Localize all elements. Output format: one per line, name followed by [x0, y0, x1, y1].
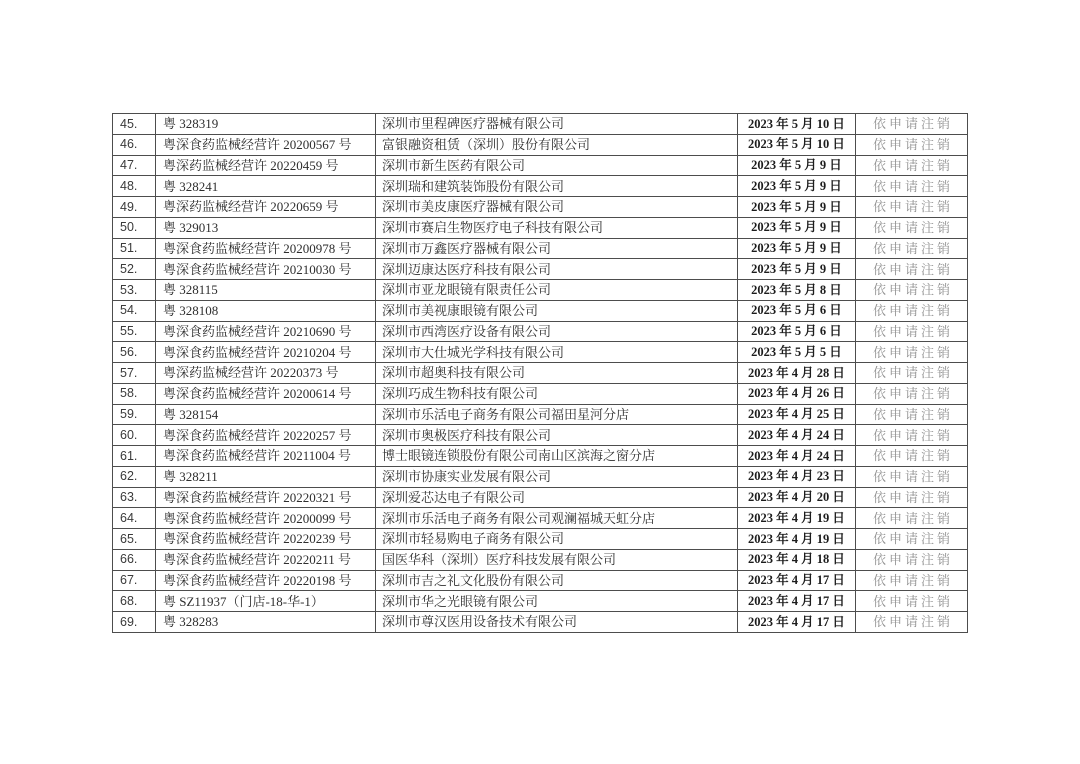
row-number-cell: 64.: [113, 508, 156, 529]
license-number-cell: 粤深食药监械经营许 20210690 号: [156, 321, 376, 342]
license-cancellation-table: [112, 113, 968, 633]
cancellation-reason-cell: 依申请注销: [856, 342, 968, 363]
company-name-cell: 深圳巧成生物科技有限公司: [376, 383, 738, 404]
cancellation-reason-cell: 依申请注销: [856, 549, 968, 570]
cancellation-reason-cell: 依申请注销: [856, 446, 968, 467]
company-name-cell: 深圳市万鑫医疗器械有限公司: [376, 238, 738, 259]
cancellation-reason-cell: 依申请注销: [856, 259, 968, 280]
row-number-cell: 45.: [113, 114, 156, 135]
license-number-cell: 粤深食药监械经营许 20220321 号: [156, 487, 376, 508]
company-name-cell: 深圳市亚龙眼镜有限责任公司: [376, 280, 738, 301]
table-row: [113, 342, 968, 363]
table-row: [113, 238, 968, 259]
cancellation-date-cell: 2023 年 4 月 23 日: [738, 466, 856, 487]
cancellation-reason-cell: 依申请注销: [856, 217, 968, 238]
company-name-cell: 深圳市西湾医疗设备有限公司: [376, 321, 738, 342]
table-row: [113, 300, 968, 321]
cancellation-reason-cell: 依申请注销: [856, 155, 968, 176]
table-row: [113, 134, 968, 155]
cancellation-reason-cell: 依申请注销: [856, 612, 968, 633]
table-row: [113, 446, 968, 467]
cancellation-date-cell: 2023 年 5 月 8 日: [738, 280, 856, 301]
cancellation-date-cell: 2023 年 4 月 17 日: [738, 612, 856, 633]
row-number-cell: 58.: [113, 383, 156, 404]
license-number-cell: 粤深食药监械经营许 20220257 号: [156, 425, 376, 446]
table-row: [113, 176, 968, 197]
license-number-cell: 粤深食药监械经营许 20220198 号: [156, 570, 376, 591]
row-number-cell: 55.: [113, 321, 156, 342]
row-number-cell: 66.: [113, 549, 156, 570]
cancellation-date-cell: 2023 年 5 月 9 日: [738, 155, 856, 176]
cancellation-date-cell: 2023 年 5 月 9 日: [738, 217, 856, 238]
license-number-cell: 粤 328154: [156, 404, 376, 425]
row-number-cell: 69.: [113, 612, 156, 633]
cancellation-date-cell: 2023 年 5 月 5 日: [738, 342, 856, 363]
company-name-cell: 富银融资租赁（深圳）股份有限公司: [376, 134, 738, 155]
row-number-cell: 62.: [113, 466, 156, 487]
license-number-cell: 粤 328319: [156, 114, 376, 135]
cancellation-reason-cell: 依申请注销: [856, 508, 968, 529]
company-name-cell: 深圳市乐活电子商务有限公司福田星河分店: [376, 404, 738, 425]
cancellation-reason-cell: 依申请注销: [856, 280, 968, 301]
table-row: [113, 363, 968, 384]
cancellation-reason-cell: 依申请注销: [856, 134, 968, 155]
license-number-cell: 粤深药监械经营许 20220659 号: [156, 197, 376, 218]
cancellation-date-cell: 2023 年 5 月 9 日: [738, 197, 856, 218]
table-row: [113, 404, 968, 425]
cancellation-date-cell: 2023 年 4 月 24 日: [738, 425, 856, 446]
company-name-cell: 深圳市美视康眼镜有限公司: [376, 300, 738, 321]
cancellation-reason-cell: 依申请注销: [856, 238, 968, 259]
cancellation-reason-cell: 依申请注销: [856, 321, 968, 342]
license-number-cell: 粤 328241: [156, 176, 376, 197]
cancellation-reason-cell: 依申请注销: [856, 383, 968, 404]
row-number-cell: 49.: [113, 197, 156, 218]
table-row: [113, 259, 968, 280]
company-name-cell: 深圳市吉之礼文化股份有限公司: [376, 570, 738, 591]
table-row: [113, 155, 968, 176]
cancellation-reason-cell: 依申请注销: [856, 300, 968, 321]
table-row: [113, 529, 968, 550]
company-name-cell: 深圳市美皮康医疗器械有限公司: [376, 197, 738, 218]
cancellation-date-cell: 2023 年 5 月 10 日: [738, 114, 856, 135]
license-number-cell: 粤 SZ11937（门店-18-华-1）: [156, 591, 376, 612]
table-row: [113, 321, 968, 342]
cancellation-reason-cell: 依申请注销: [856, 176, 968, 197]
row-number-cell: 48.: [113, 176, 156, 197]
cancellation-reason-cell: 依申请注销: [856, 404, 968, 425]
company-name-cell: 深圳迈康达医疗科技有限公司: [376, 259, 738, 280]
company-name-cell: 深圳瑞和建筑装饰股份有限公司: [376, 176, 738, 197]
cancellation-reason-cell: 依申请注销: [856, 114, 968, 135]
cancellation-date-cell: 2023 年 4 月 25 日: [738, 404, 856, 425]
cancellation-reason-cell: 依申请注销: [856, 425, 968, 446]
license-number-cell: 粤深食药监械经营许 20211004 号: [156, 446, 376, 467]
row-number-cell: 46.: [113, 134, 156, 155]
cancellation-date-cell: 2023 年 5 月 6 日: [738, 321, 856, 342]
cancellation-date-cell: 2023 年 4 月 24 日: [738, 446, 856, 467]
company-name-cell: 博士眼镜连锁股份有限公司南山区滨海之窗分店: [376, 446, 738, 467]
table-row: [113, 612, 968, 633]
table-row: [113, 591, 968, 612]
company-name-cell: 深圳市新生医药有限公司: [376, 155, 738, 176]
table-row: [113, 508, 968, 529]
row-number-cell: 61.: [113, 446, 156, 467]
table-row: [113, 549, 968, 570]
license-number-cell: 粤 328283: [156, 612, 376, 633]
table-body: [113, 114, 968, 633]
license-number-cell: 粤 328211: [156, 466, 376, 487]
cancellation-date-cell: 2023 年 4 月 19 日: [738, 529, 856, 550]
license-number-cell: 粤深食药监械经营许 20210204 号: [156, 342, 376, 363]
cancellation-reason-cell: 依申请注销: [856, 570, 968, 591]
company-name-cell: 深圳市奥极医疗科技有限公司: [376, 425, 738, 446]
company-name-cell: 深圳市协康实业发展有限公司: [376, 466, 738, 487]
row-number-cell: 65.: [113, 529, 156, 550]
cancellation-date-cell: 2023 年 4 月 17 日: [738, 591, 856, 612]
cancellation-reason-cell: 依申请注销: [856, 487, 968, 508]
cancellation-date-cell: 2023 年 4 月 28 日: [738, 363, 856, 384]
cancellation-reason-cell: 依申请注销: [856, 591, 968, 612]
cancellation-date-cell: 2023 年 4 月 20 日: [738, 487, 856, 508]
cancellation-date-cell: 2023 年 5 月 9 日: [738, 238, 856, 259]
row-number-cell: 53.: [113, 280, 156, 301]
table-row: [113, 197, 968, 218]
cancellation-date-cell: 2023 年 5 月 9 日: [738, 176, 856, 197]
company-name-cell: 深圳市华之光眼镜有限公司: [376, 591, 738, 612]
cancellation-date-cell: 2023 年 4 月 18 日: [738, 549, 856, 570]
license-number-cell: 粤深食药监械经营许 20200567 号: [156, 134, 376, 155]
row-number-cell: 56.: [113, 342, 156, 363]
row-number-cell: 50.: [113, 217, 156, 238]
company-name-cell: 深圳市超奥科技有限公司: [376, 363, 738, 384]
row-number-cell: 67.: [113, 570, 156, 591]
row-number-cell: 63.: [113, 487, 156, 508]
license-number-cell: 粤 328115: [156, 280, 376, 301]
license-number-cell: 粤 329013: [156, 217, 376, 238]
row-number-cell: 68.: [113, 591, 156, 612]
license-number-cell: 粤深药监械经营许 20220373 号: [156, 363, 376, 384]
table-row: [113, 383, 968, 404]
row-number-cell: 57.: [113, 363, 156, 384]
license-number-cell: 粤深食药监械经营许 20200614 号: [156, 383, 376, 404]
company-name-cell: 深圳市轻易购电子商务有限公司: [376, 529, 738, 550]
row-number-cell: 60.: [113, 425, 156, 446]
license-number-cell: 粤深食药监械经营许 20200978 号: [156, 238, 376, 259]
company-name-cell: 国医华科（深圳）医疗科技发展有限公司: [376, 549, 738, 570]
license-number-cell: 粤深食药监械经营许 20200099 号: [156, 508, 376, 529]
cancellation-reason-cell: 依申请注销: [856, 363, 968, 384]
cancellation-date-cell: 2023 年 4 月 26 日: [738, 383, 856, 404]
company-name-cell: 深圳爱芯达电子有限公司: [376, 487, 738, 508]
cancellation-date-cell: 2023 年 5 月 10 日: [738, 134, 856, 155]
cancellation-reason-cell: 依申请注销: [856, 197, 968, 218]
table-row: [113, 487, 968, 508]
license-number-cell: 粤深食药监械经营许 20220211 号: [156, 549, 376, 570]
row-number-cell: 47.: [113, 155, 156, 176]
table-row: [113, 280, 968, 301]
cancellation-reason-cell: 依申请注销: [856, 466, 968, 487]
cancellation-date-cell: 2023 年 4 月 19 日: [738, 508, 856, 529]
table-row: [113, 570, 968, 591]
license-number-cell: 粤 328108: [156, 300, 376, 321]
row-number-cell: 59.: [113, 404, 156, 425]
company-name-cell: 深圳市里程碑医疗器械有限公司: [376, 114, 738, 135]
license-number-cell: 粤深药监械经营许 20220459 号: [156, 155, 376, 176]
row-number-cell: 51.: [113, 238, 156, 259]
cancellation-date-cell: 2023 年 5 月 9 日: [738, 259, 856, 280]
company-name-cell: 深圳市乐活电子商务有限公司观澜福城天虹分店: [376, 508, 738, 529]
cancellation-reason-cell: 依申请注销: [856, 529, 968, 550]
cancellation-date-cell: 2023 年 4 月 17 日: [738, 570, 856, 591]
company-name-cell: 深圳市尊汉医用设备技术有限公司: [376, 612, 738, 633]
license-number-cell: 粤深食药监械经营许 20210030 号: [156, 259, 376, 280]
license-number-cell: 粤深食药监械经营许 20220239 号: [156, 529, 376, 550]
row-number-cell: 54.: [113, 300, 156, 321]
row-number-cell: 52.: [113, 259, 156, 280]
table-row: [113, 114, 968, 135]
table-row: [113, 217, 968, 238]
cancellation-date-cell: 2023 年 5 月 6 日: [738, 300, 856, 321]
company-name-cell: 深圳市赛启生物医疗电子科技有限公司: [376, 217, 738, 238]
company-name-cell: 深圳市大仕城光学科技有限公司: [376, 342, 738, 363]
table-row: [113, 425, 968, 446]
table-row: [113, 466, 968, 487]
